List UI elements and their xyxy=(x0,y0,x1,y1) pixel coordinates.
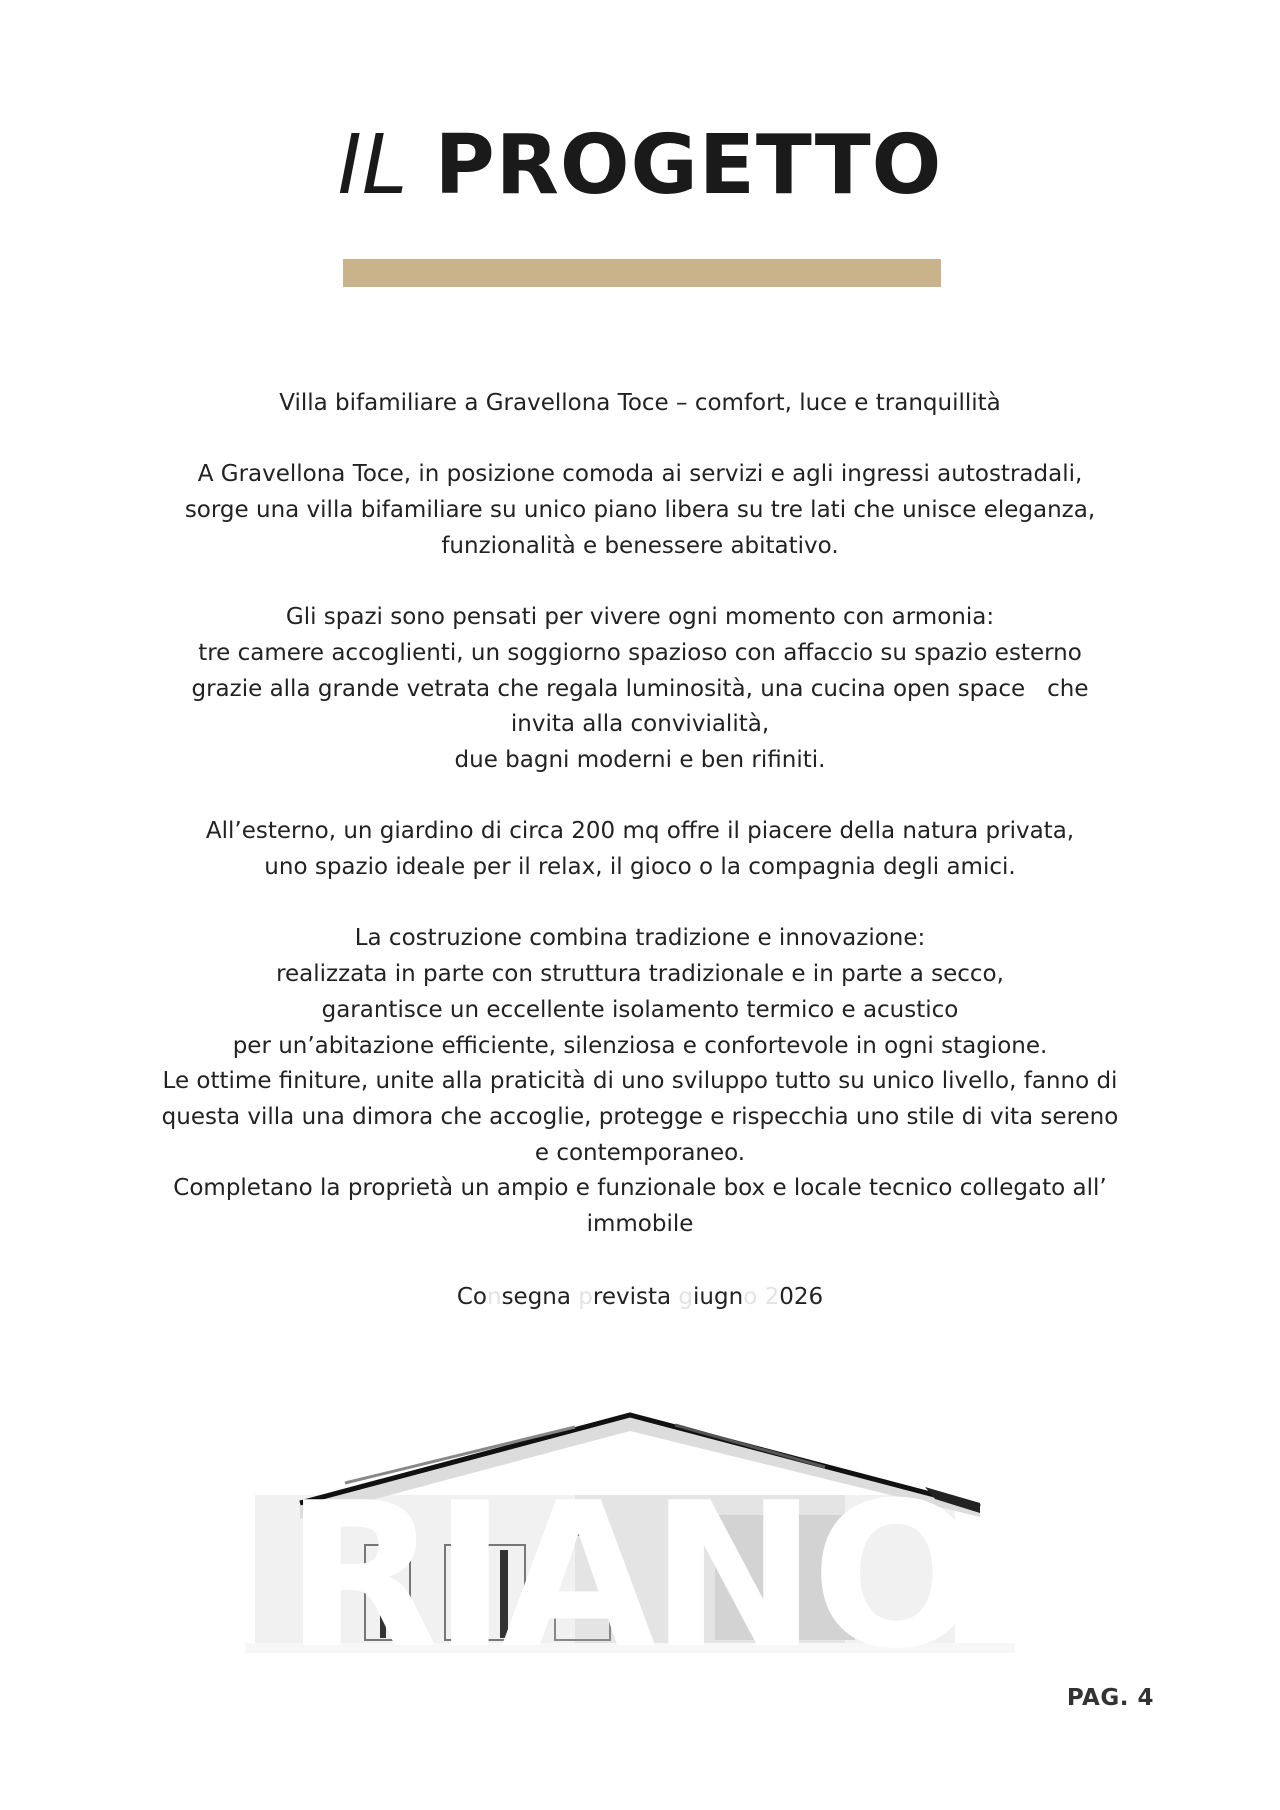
text-line: sorge una villa bifamiliare su unico piano libera su tre lati che unisce eleganza, xyxy=(184,497,1096,524)
text-line: All’esterno, un giardino di circa 200 mq offre il piacere della natura privata, xyxy=(205,818,1075,845)
delivery-text: iugn xyxy=(693,1283,744,1310)
delivery-date xyxy=(100,1279,1180,1315)
text-line: immobile xyxy=(586,1211,694,1238)
villa-render-svg xyxy=(245,1395,1015,1665)
text-line: tre camere accoglienti, un soggiorno spazioso con affaccio su spazio esterno xyxy=(198,639,1082,666)
delivery-text: Co xyxy=(456,1283,487,1310)
watermark-text: RIANO xyxy=(284,1460,976,1665)
text-line: due bagni moderni e ben rifiniti. xyxy=(454,747,826,773)
page-title-bold: PROGETTO xyxy=(434,118,943,213)
text-line: grazie alla grande vetrata che regala luminosità, una cucina open space che xyxy=(191,675,1089,702)
paragraph-spaces xyxy=(100,600,1180,779)
text-line: Villa bifamiliare a Gravellona Toce – comfort, luce e tranquillità xyxy=(279,390,1001,416)
text-line: per un’abitazione efficiente, silenziosa e confortevole in ogni stagione. xyxy=(232,1032,1048,1059)
delivery-text: 026 xyxy=(779,1283,824,1310)
text-line: invita alla convivialità, xyxy=(510,711,770,738)
text-line: Completano la proprietà un ampio e funzionale box e locale tecnico collegato all’ xyxy=(173,1175,1107,1202)
text-line: e contemporaneo. xyxy=(534,1139,746,1166)
delivery-text-faded: p xyxy=(578,1283,593,1310)
delivery-text-faded: n xyxy=(487,1283,502,1310)
page-title xyxy=(0,118,1280,214)
text-line: questa villa una dimora che accoglie, protegge e rispecchia uno stile di vita sereno xyxy=(161,1104,1119,1130)
text-line: Gli spazi sono pensati per vivere ogni momento con armonia: xyxy=(285,604,995,631)
text-line: realizzata in parte con struttura tradizionale e in parte a secco, xyxy=(276,961,1004,988)
title-divider xyxy=(343,259,941,287)
text-line: funzionalità e benessere abitativo. xyxy=(441,532,839,559)
delivery-text-faded: g xyxy=(678,1283,694,1310)
villa-render-image xyxy=(245,1395,1015,1665)
page-title-italic: IL xyxy=(337,118,408,213)
paragraph-construction xyxy=(100,921,1180,1242)
description-body xyxy=(100,386,1180,1315)
text-line: Le ottime finiture, unite alla praticità di uno sviluppo tutto su unico livello, fanno di xyxy=(162,1068,1118,1095)
page-number: PAG. 4 xyxy=(1066,1685,1154,1711)
delivery-text: segna xyxy=(501,1283,579,1310)
paragraph-location xyxy=(100,457,1180,564)
delivery-text-faded: o xyxy=(743,1283,765,1310)
paragraph-heading xyxy=(100,386,1180,422)
delivery-text: revista xyxy=(592,1283,679,1310)
text-line: garantisce un eccellente isolamento termico e acustico xyxy=(321,996,959,1023)
text-line: uno spazio ideale per il relax, il gioco o la compagnia degli amici. xyxy=(264,854,1016,881)
text-line: La costruzione combina tradizione e innovazione: xyxy=(354,925,926,952)
text-line: A Gravellona Toce, in posizione comoda ai servizi e agli ingressi autostradali, xyxy=(197,461,1083,488)
delivery-text-faded: 2 xyxy=(764,1283,780,1310)
paragraph-garden xyxy=(100,814,1180,885)
